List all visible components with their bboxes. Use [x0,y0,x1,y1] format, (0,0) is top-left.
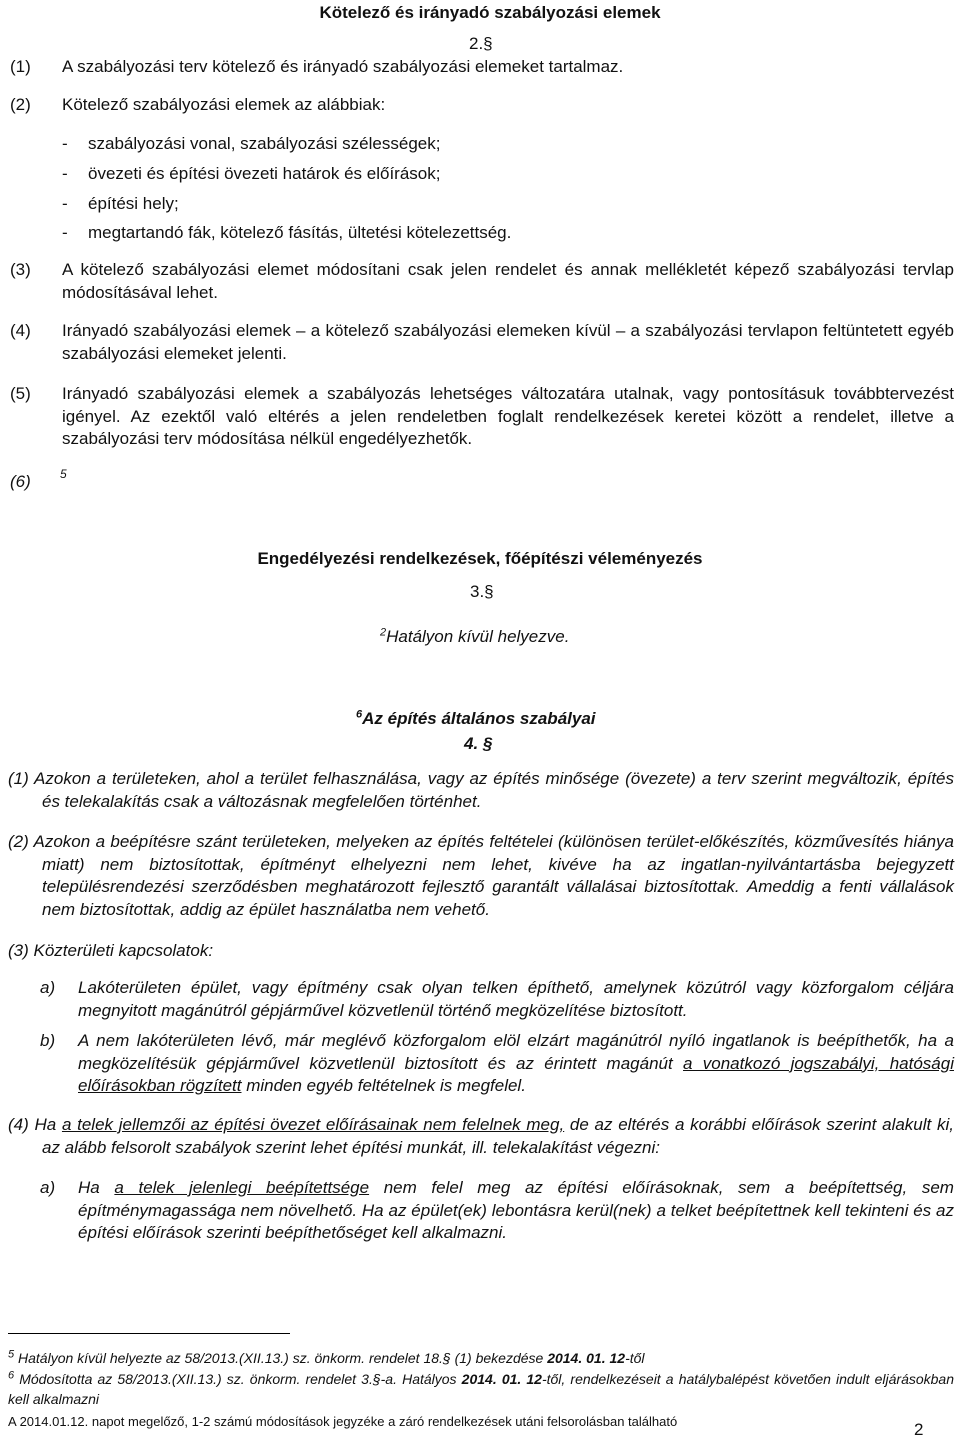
list-label: a) [40,1178,56,1197]
section-number-4: 4. § [464,734,493,753]
section-number-2: 2.§ [469,34,493,53]
page-footer: A 2014.01.12. napot megelőző, 1-2 számú módosítások jegyzéke a záró rendelkezések utáni felsorolásban található [8,1414,678,1429]
paragraph-text: Irányadó szabályozási elemek – a kötelező szabályozási elemeken kívül – a szabályozási tervlapon feltüntetett egyéb szabályozási elemeket jelenti. [62,321,954,363]
paragraph-number: (4) [10,321,31,340]
footnote-separator [8,1333,290,1334]
paragraph-text: Irányadó szabályozási elemek a szabályozás lehetséges változatára utalnak, vagy pontosításuk továbbtervezést igényel. Az ezektől való eltérés a jelen rendeletben foglalt rendelkezések keretei között a rendelet, illetve a szabályozási terv módosítása nélkül engedélyezhetők. [62,384,954,448]
paragraph-text: Kötelező szabályozási elemek az alábbiak: [62,95,386,114]
section-heading-2: Kötelező és irányadó szabályozási elemek [319,3,661,22]
paragraph-text: A szabályozási terv kötelező és irányadó szabályozási elemeket tartalmaz. [62,57,624,76]
list-item: megtartandó fák, kötelező fásítás, ültetési kötelezettség. [88,223,512,242]
page-number: 2 [914,1420,924,1439]
paragraph-text: A kötelező szabályozási elemet módosítani csak jelen rendelet és annak mellékletét képező szabályozási tervlap módosításával lehet. [62,260,954,302]
list-item: építési hely; [88,194,179,213]
footnote-ref: 2 [380,626,387,639]
paragraph-number: (5) [10,384,31,403]
paragraph-text: (3) Közterületi kapcsolatok: [8,941,214,960]
footnote-5: $^5$ Hatályon kívül helyezte az 58/2013.(XII.13.) sz. önkorm. rendelet 18.§ (1) bekezdése 2014. 01. 12-től [8,1348,645,1366]
section-number-3: 3.§ [470,582,494,601]
repealed-note: $^2$Hatályon kívül helyezve. [380,626,570,646]
list-item: szabályozási vonal, szabályozási szélességek; [88,134,441,153]
list-dash: - [62,223,68,242]
list-label: a) [40,978,56,997]
section-heading-4: $^6$Az építés általános szabályai [356,708,596,728]
section-heading-3: Engedélyezési rendelkezések, főépítészi véleményezés [257,549,703,568]
paragraph-number: (6) [10,472,31,491]
paragraph-text: (1) Azokon a területeken, ahol a terület felhasználása, vagy az építés minősége (övezete) a terv szerint megváltozik, építés és telekalakítás csak a változásnak megfelelően történhet. [8,769,954,811]
footnote-ref: 6 [356,708,363,721]
paragraph-number: (3) [10,260,31,279]
list-item: A nem lakóterületen lévő, már meglévő közforgalom elöl elzárt magánútról nyíló ingatlanok is beépíthetők, ha a megközelítésük gépjárművel közvetlenül biztosított és az érintett magánút a vonatkozó jogszabályi, hatósági előírásokban rögzített minden egyéb feltételnek is megfelel. [78,1031,954,1095]
list-item: övezeti és építési övezeti határok és előírások; [88,164,441,183]
list-item: Lakóterületen épület, vagy építmény csak olyan telken építhető, amelynek közútról vagy közforgalom céljára megnyitott magánútról gépjárművel közvetlenül történő megközelítése biztosított. [78,978,954,1020]
paragraph-text: (4) Ha a telek jellemzői az építési övezet előírásainak nem felelnek meg, de az eltérés a korábbi előírások szerint alakult ki, az alább felsorolt szabályok szerint lehet építési munkát, ill. telekalakítást végezni: [8,1115,954,1157]
list-dash: - [62,164,68,183]
footnote-ref: 5 [60,467,67,481]
list-dash: - [62,194,68,213]
paragraph-number: (1) [10,57,31,76]
paragraph-number: (2) [10,95,31,114]
list-item: Ha a telek jelenlegi beépítettsége nem felel meg az építési előírásoknak, sem a beépítettség, sem építménymagassága nem növelhető. Ha az épület(ek) lebontásra kerül(nek) a telket beépítettnek kell tekinteni és az építési előírások szerinti beépíthetőséget kell alkalmazni. [78,1178,954,1242]
paragraph-text: (2) Azokon a beépítésre szánt területeken, melyeken az építés feltételei (különösen terület-előkészítés, közművesítés hiánya miatt) nem biztosítottak, építményt elhelyezni nem lehet, kivéve ha az ingatlan-nyilvántartásba bejegyzett településrendezési szerződésben meghatározott fejlesztő garantált vállalásai biztosítottak. Ameddig a fenti vállalások nem biztosítottak, addig az épület használatba nem vehető. [8,832,954,919]
list-label: b) [40,1031,56,1050]
list-dash: - [62,134,68,153]
footnote-6: $^6$ Módosította az 58/2013.(XII.13.) sz. önkorm. rendelet 3.§-a. Hatályos 2014. 01. 12-től, rendelkezéseit a hatálybalépést követően indult eljárásokban kell alkalmazni [8,1369,954,1407]
